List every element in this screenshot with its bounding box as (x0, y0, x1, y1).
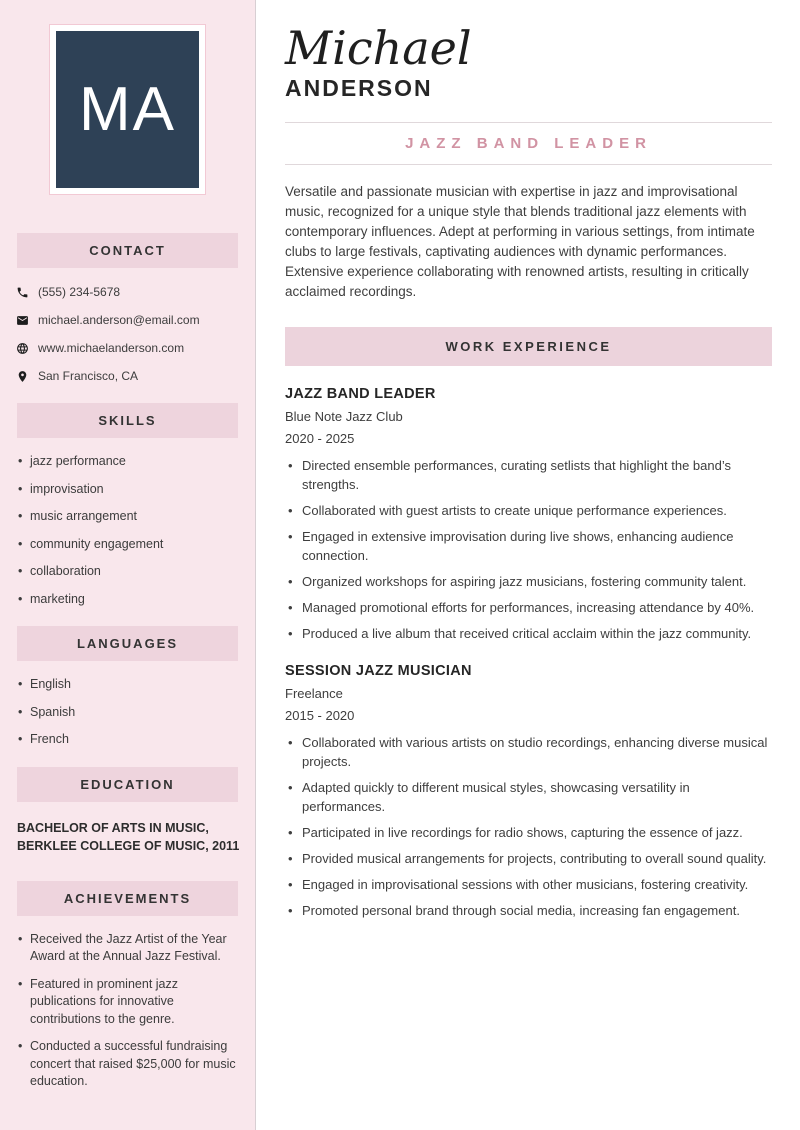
work-experience-section-header: WORK EXPERIENCE (285, 327, 772, 366)
contact-row-email (16, 313, 241, 327)
education-degree: BACHELOR OF ARTS IN MUSIC, BERKLEE COLLEGE OF MUSIC, 2011 (17, 820, 240, 853)
skills-list (18, 453, 241, 608)
language-item: • English (18, 676, 241, 694)
languages-section-header: LANGUAGES (17, 626, 238, 661)
bullet-item: • Organized workshops for aspiring jazz musicians, fostering community talent. (285, 572, 772, 591)
profile-summary: Versatile and passionate musician with expertise in jazz and improvisational music, recognized for a unique style that blends traditional jazz elements with contemporary influences. Adept at performing in various settings, from intimate clubs to large festivals, captivating audiences with dynamic performances. Extensive experience collaborating with renowned artists, resulting in critically acclaimed recordings. (285, 184, 755, 300)
bullet-item: • Adapted quickly to different musical styles, showcasing versatility in performances. (285, 778, 772, 816)
skill-item: • collaboration (18, 563, 241, 581)
achievements-list (18, 931, 241, 1091)
bullet-item: • Participated in live recordings for radio shows, capturing the essence of jazz. (285, 823, 772, 842)
last-name: ANDERSON (285, 75, 433, 102)
location-icon (16, 370, 29, 383)
job-entry (285, 386, 772, 643)
bullet-item: • Collaborated with guest artists to create unique performance experiences. (285, 501, 772, 520)
skill-item: • music arrangement (18, 508, 241, 526)
contact-section-header: CONTACT (17, 233, 238, 268)
sidebar (0, 0, 256, 1130)
contact-list (16, 285, 241, 383)
contact-website: www.michaelanderson.com (38, 341, 185, 355)
skill-item: • community engagement (18, 536, 241, 554)
education-section-header: EDUCATION (17, 767, 238, 802)
bullet-item: • Managed promotional efforts for performances, increasing attendance by 40%. (285, 598, 772, 617)
skill-item: • improvisation (18, 481, 241, 499)
globe-icon (16, 342, 29, 355)
photo-frame (49, 24, 206, 195)
job-entry (285, 663, 772, 920)
achievement-item: • Received the Jazz Artist of the Year Award at the Annual Jazz Festival. (18, 931, 241, 966)
contact-phone: (555) 234-5678 (38, 285, 121, 299)
job-bullet-list (285, 456, 772, 643)
photo-block (0, 24, 255, 195)
job-title: JAZZ BAND LEADER (285, 386, 436, 403)
contact-row-website (16, 341, 241, 355)
first-name: Michael (285, 21, 472, 75)
bullet-item: • Engaged in improvisational sessions with other musicians, fostering creativity. (285, 875, 772, 894)
divider (285, 164, 772, 165)
achievement-item: • Featured in prominent jazz publications for innovative contributions to the genre. (18, 976, 241, 1029)
job-title: SESSION JAZZ MUSICIAN (285, 663, 472, 680)
job-dates: 2020 - 2025 (285, 431, 355, 447)
bullet-item: • Engaged in extensive improvisation during live shows, enhancing audience connection. (285, 527, 772, 565)
main-column (256, 0, 800, 1130)
profile-photo-placeholder (56, 31, 199, 188)
phone-icon (16, 286, 29, 299)
job-dates: 2015 - 2020 (285, 708, 355, 724)
headline-job-title: JAZZ BAND LEADER (405, 135, 652, 153)
languages-list (18, 676, 241, 749)
bullet-item: • Directed ensemble performances, curating setlists that highlight the band’s strengths. (285, 456, 772, 494)
skill-item: • jazz performance (18, 453, 241, 471)
job-company: Freelance (285, 686, 343, 702)
achievement-item: • Conducted a successful fundraising concert that raised $25,000 for music education. (18, 1038, 241, 1091)
bullet-item: • Promoted personal brand through social media, increasing fan engagement. (285, 901, 772, 920)
contact-row-location (16, 369, 241, 383)
contact-email: michael.anderson@email.com (38, 313, 200, 327)
bullet-item: • Provided musical arrangements for projects, contributing to overall sound quality. (285, 849, 772, 868)
profile-initials: MA (79, 75, 176, 144)
email-icon (16, 314, 29, 327)
job-company: Blue Note Jazz Club (285, 409, 403, 425)
contact-location: San Francisco, CA (38, 369, 139, 383)
language-item: • Spanish (18, 704, 241, 722)
job-bullet-list (285, 733, 772, 920)
skills-section-header: SKILLS (17, 403, 238, 438)
skill-item: • marketing (18, 591, 241, 609)
bullet-item: • Produced a live album that received critical acclaim within the jazz community. (285, 624, 772, 643)
contact-row-phone (16, 285, 241, 299)
achievements-section-header: ACHIEVEMENTS (17, 881, 238, 916)
language-item: • French (18, 731, 241, 749)
bullet-item: • Collaborated with various artists on studio recordings, enhancing diverse musical projects. (285, 733, 772, 771)
